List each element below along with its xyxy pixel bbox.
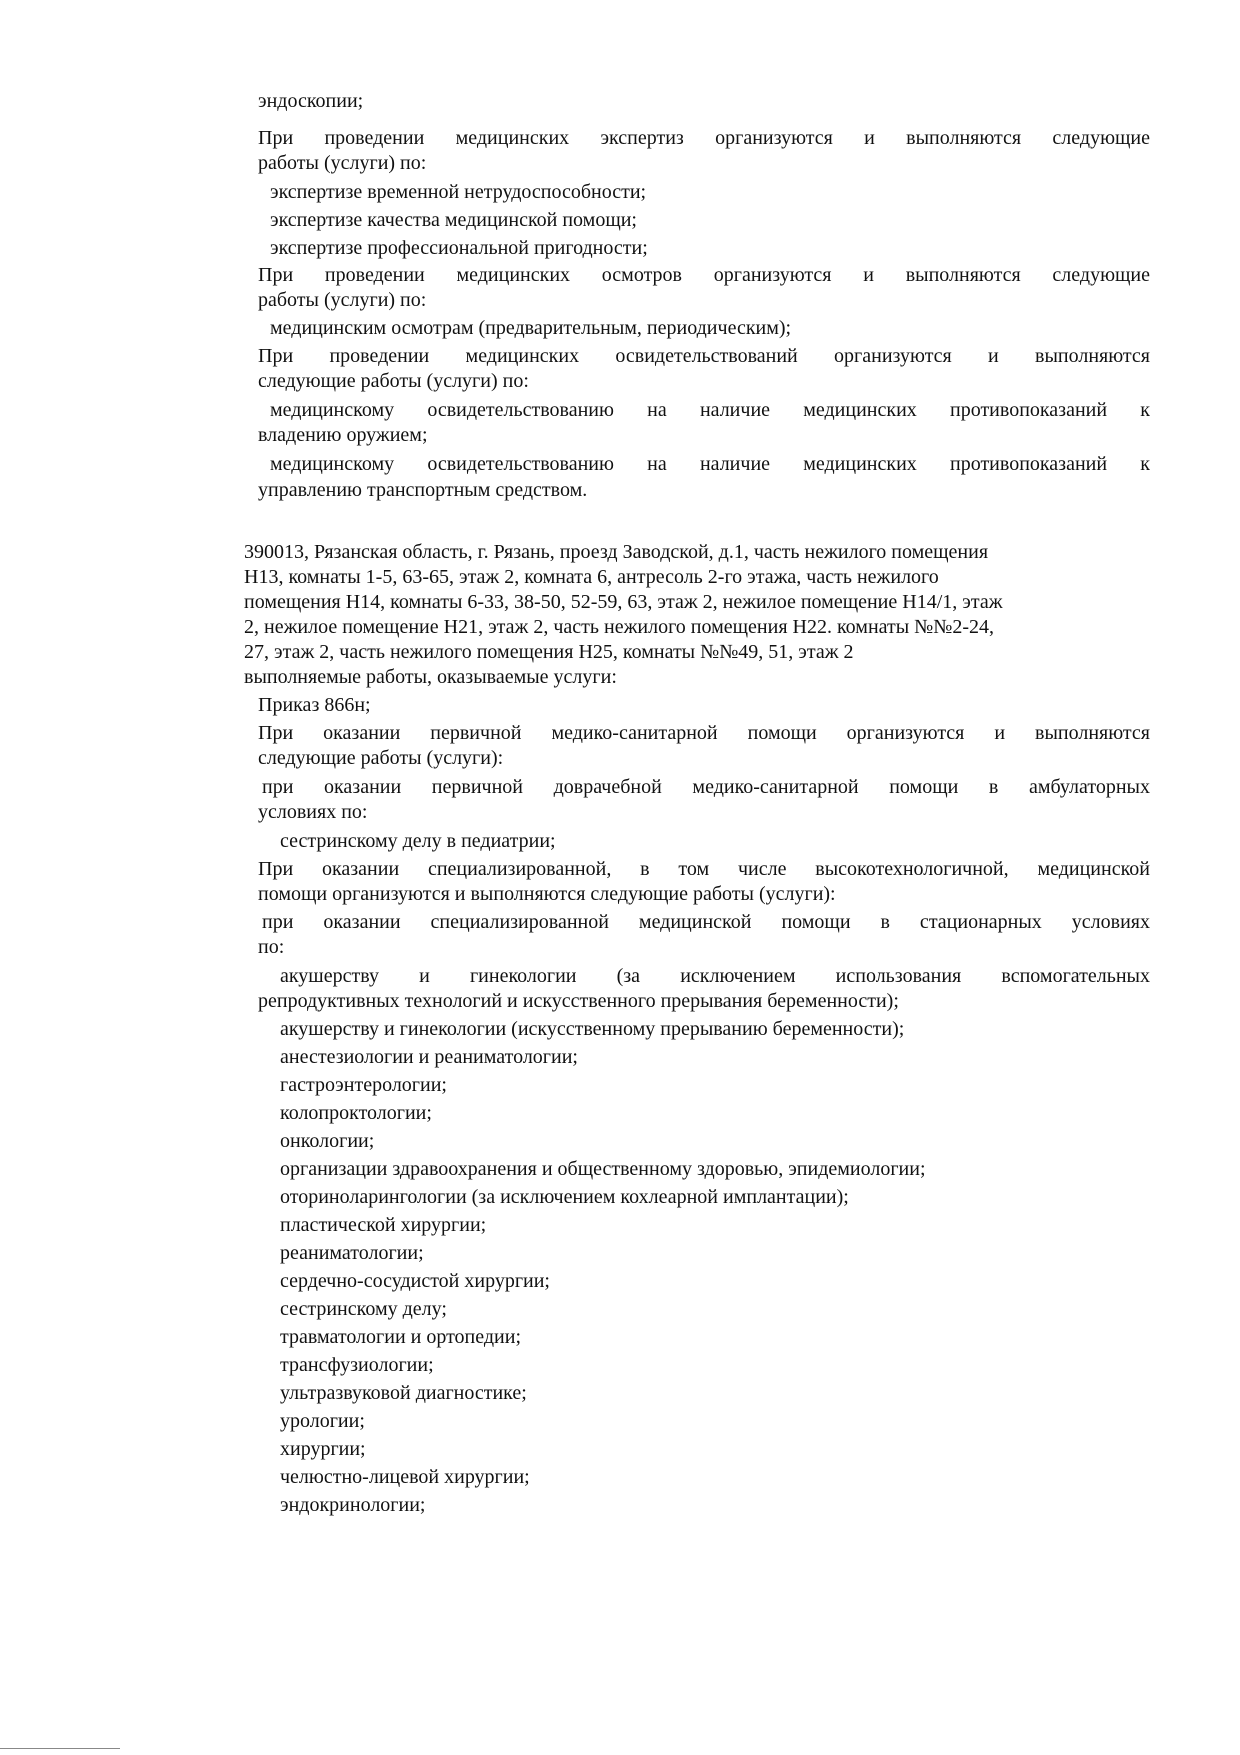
scan-artifact xyxy=(0,1748,120,1749)
text-line: эндоскопии; xyxy=(258,90,364,112)
text-line: Приказ 866н; xyxy=(258,694,371,716)
address-line: 27, этаж 2, часть нежилого помещения Н25, комнаты №№49, 51, этаж 2 xyxy=(244,641,854,663)
text-line: экспертизе качества медицинской помощи; xyxy=(270,209,637,231)
list-item: колопроктологии; xyxy=(280,1102,432,1124)
list-item: эндокринологии; xyxy=(280,1494,426,1516)
text-line: репродуктивных технологий и искусственного прерывания беременности); xyxy=(258,990,899,1012)
list-item: анестезиологии и реаниматологии; xyxy=(280,1046,578,1068)
text-line: при оказании первичной доврачебной медико-санитарной помощи в амбулаторных xyxy=(262,776,1150,798)
list-item: онкологии; xyxy=(280,1130,375,1152)
text-line: сестринскому делу в педиатрии; xyxy=(280,830,556,852)
text-line: акушерству и гинекологии (за исключением использования вспомогательных xyxy=(280,965,1150,987)
list-item: оториноларингологии (за исключением кохлеарной имплантации); xyxy=(280,1186,849,1208)
list-item: гастроэнтерологии; xyxy=(280,1074,447,1096)
list-item: сестринскому делу; xyxy=(280,1298,447,1320)
text-line: При оказании специализированной, в том числе высокотехнологичной, медицинской xyxy=(258,858,1150,880)
list-item: акушерству и гинекологии (искусственному прерыванию беременности); xyxy=(280,1018,905,1040)
text-line: работы (услуги) по: xyxy=(258,289,427,311)
text-line: выполняемые работы, оказываемые услуги: xyxy=(244,666,617,688)
text-line: при оказании специализированной медицинской помощи в стационарных условиях xyxy=(262,911,1150,933)
list-item: урологии; xyxy=(280,1410,365,1432)
address-line: помещения Н14, комнаты 6-33, 38-50, 52-59, 63, этаж 2, нежилое помещение Н14/1, этаж xyxy=(244,591,1003,613)
text-line: медицинскому освидетельствованию на наличие медицинских противопоказаний к xyxy=(270,399,1150,421)
list-item: челюстно-лицевой хирургии; xyxy=(280,1466,530,1488)
address-line: 2, нежилое помещение Н21, этаж 2, часть нежилого помещения Н22. комнаты №№2-24, xyxy=(244,616,995,638)
text-line: медицинским осмотрам (предварительным, периодическим); xyxy=(270,317,792,339)
text-line: При проведении медицинских освидетельствований организуются и выполняются xyxy=(258,345,1150,367)
list-item: хирургии; xyxy=(280,1438,366,1460)
text-line: экспертизе временной нетрудоспособности; xyxy=(270,181,647,203)
text-line: При проведении медицинских экспертиз организуются и выполняются следующие xyxy=(258,127,1150,149)
address-line: 390013, Рязанская область, г. Рязань, проезд Заводской, д.1, часть нежилого помещения xyxy=(244,541,989,563)
list-item: реаниматологии; xyxy=(280,1242,424,1264)
text-line: медицинскому освидетельствованию на наличие медицинских противопоказаний к xyxy=(270,453,1150,475)
text-line: При проведении медицинских осмотров организуются и выполняются следующие xyxy=(258,264,1150,286)
text-line: При оказании первичной медико-санитарной помощи организуются и выполняются xyxy=(258,722,1150,744)
address-line: Н13, комнаты 1-5, 63-65, этаж 2, комната 6, антресоль 2-го этажа, часть нежилого xyxy=(244,566,939,588)
text-line: экспертизе профессиональной пригодности; xyxy=(270,237,648,259)
text-line: владению оружием; xyxy=(258,424,428,446)
list-item: организации здравоохранения и общественному здоровью, эпидемиологии; xyxy=(280,1158,926,1180)
list-item: сердечно-сосудистой хирургии; xyxy=(280,1270,550,1292)
list-item: трансфузиологии; xyxy=(280,1354,434,1376)
text-line: условиях по: xyxy=(258,801,368,823)
text-line: следующие работы (услуги): xyxy=(258,747,504,769)
list-item: пластической хирургии; xyxy=(280,1214,487,1236)
text-line: следующие работы (услуги) по: xyxy=(258,370,529,392)
list-item: ультразвуковой диагностике; xyxy=(280,1382,527,1404)
text-line: управлению транспортным средством. xyxy=(258,479,588,501)
list-item: травматологии и ортопедии; xyxy=(280,1326,522,1348)
text-line: работы (услуги) по: xyxy=(258,152,427,174)
text-line: помощи организуются и выполняются следующие работы (услуги): xyxy=(258,883,836,905)
text-line: по: xyxy=(258,936,285,958)
